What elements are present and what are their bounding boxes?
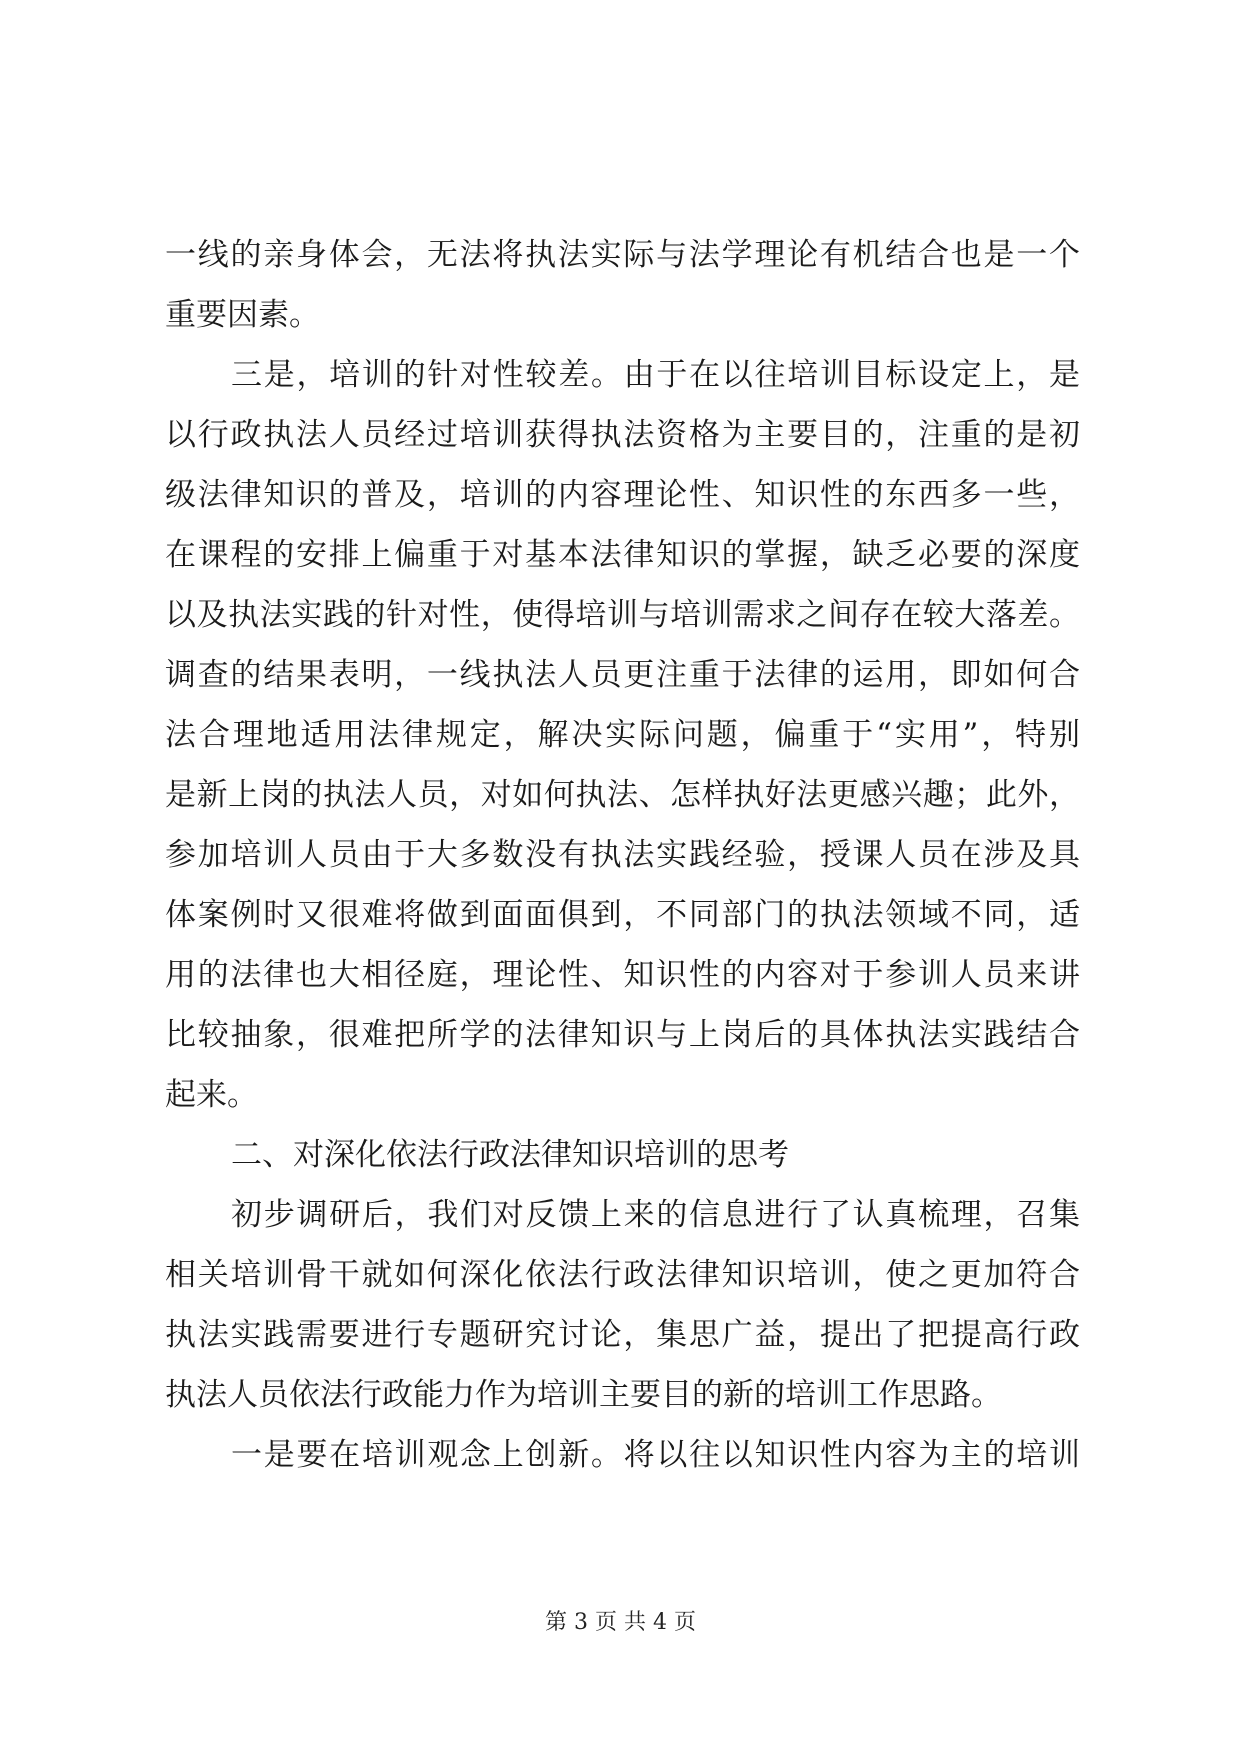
text-line: 级法律知识的普及，培训的内容理论性、知识性的东西多一些， <box>165 477 1080 513</box>
text-line: 调查的结果表明，一线执法人员更注重于法律的运用，即如何合 <box>165 657 1080 693</box>
text-line: 用的法律也大相径庭，理论性、知识性的内容对于参训人员来讲 <box>165 957 1080 993</box>
paragraph-start: 初步调研后，我们对反馈上来的信息进行了认真梳理，召集 <box>231 1197 1080 1233</box>
text-line: 执法实践需要进行专题研究讨论，集思广益，提出了把提高行政 <box>165 1317 1080 1353</box>
paragraph-start: 一是要在培训观念上创新。将以往以知识性内容为主的培训 <box>231 1437 1080 1473</box>
text-line: 相关培训骨干就如何深化依法行政法律知识培训，使之更加符合 <box>165 1257 1080 1293</box>
text-line: 重要因素。 <box>165 297 320 333</box>
text-line: 体案例时又很难将做到面面俱到，不同部门的执法领域不同，适 <box>165 897 1080 933</box>
section-heading: 二、对深化依法行政法律知识培训的思考 <box>231 1137 789 1173</box>
text-line: 以行政执法人员经过培训获得执法资格为主要目的，注重的是初 <box>165 417 1080 453</box>
text-line: 执法人员依法行政能力作为培训主要目的新的培训工作思路。 <box>165 1377 1002 1413</box>
text-line: 以及执法实践的针对性，使得培训与培训需求之间存在较大落差。 <box>165 597 1080 633</box>
body-text <box>165 225 1080 1485</box>
text-line: 参加培训人员由于大多数没有执法实践经验，授课人员在涉及具 <box>165 837 1080 873</box>
text-line: 法合理地适用法律规定，解决实际问题，偏重于“实用”，特别 <box>165 717 1080 753</box>
text-line: 比较抽象，很难把所学的法律知识与上岗后的具体执法实践结合 <box>165 1017 1080 1053</box>
page-footer: 第 3 页 共 4 页 <box>545 1610 696 1635</box>
text-line: 起来。 <box>165 1077 258 1113</box>
paragraph-start: 三是，培训的针对性较差。由于在以往培训目标设定上，是 <box>231 357 1080 393</box>
text-line: 一线的亲身体会，无法将执法实际与法学理论有机结合也是一个 <box>165 237 1080 273</box>
text-line: 是新上岗的执法人员，对如何执法、怎样执好法更感兴趣；此外， <box>165 777 1080 813</box>
text-line: 在课程的安排上偏重于对基本法律知识的掌握，缺乏必要的深度 <box>165 537 1080 573</box>
